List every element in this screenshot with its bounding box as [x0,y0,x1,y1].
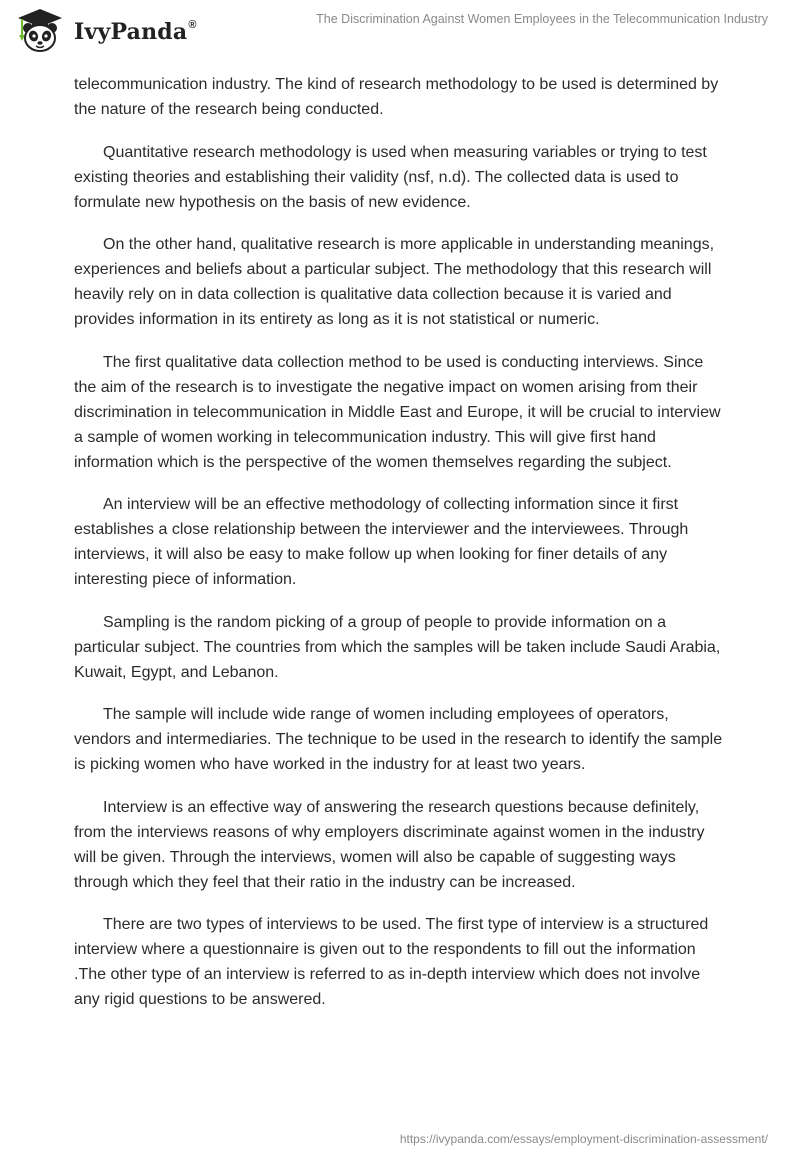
essay-body [74,72,726,1030]
paragraph: An interview will be an effective methodology of collecting information since it first establishes a close relationship between the interviewer and the interviewees. Through interviews, it will also be easy to make follow up when looking for finer details of any interesting piece of information. [74,496,689,588]
paragraph: On the other hand, qualitative research is more applicable in understanding meanings, experiences and beliefs about a particular subject. The methodology that this research will heavily rely on in data collection is qualitative data collection because it is varied and provides information in its entirety as long as it is not statistical or numeric. [74,236,715,328]
paragraph: The sample will include wide range of women including employees of operators, vendors and intermediaries. The technique to be used in the research to identify the sample is picking women who have worked in the industry for at least two years. [74,706,723,773]
paragraph: Sampling is the random picking of a group of people to provide information on a particular subject. The countries from which the samples will be taken include Saudi Arabia, Kuwait, Egypt, and Lebanon. [74,613,721,681]
document-title: The Discrimination Against Women Employees in the Telecommunication Industry [316,12,768,26]
ivypanda-logo[interactable] [14,8,197,54]
paragraph: The first qualitative data collection method to be used is conducting interviews. Since the aim of the research is to investigate the negative impact on women arising from their discrimination in telecommunication in Middle East and Europe, it will be crucial to interview a sample of women working in telecommunication industry. This will give first hand information which is the perspective of the women themselves regarding the subject. [74,353,721,471]
paragraph: telecommunication industry. The kind of research methodology to be used is determined by the nature of the research being conducted. [74,76,719,118]
source-url-link[interactable]: https://ivypanda.com/essays/employment-discrimination-assessment/ [399,1132,768,1146]
panda-graduate-icon [14,8,66,54]
page-header [0,0,800,62]
brand-name: IvyPanda® [74,18,197,45]
paragraph: There are two types of interviews to be used. The first type of interview is a structured interview where a questionnaire is given out to the respondents to fill out the information .The other type of an interview is referred to as in-depth interview which does not involve any rigid questions to be answered. [74,916,709,1008]
registered-mark: ® [188,18,197,31]
paragraph: Interview is an effective way of answering the research questions because definitely, from the interviews reasons of why employers discriminate against women in the industry will be given. Through the interviews, women will also be capable of suggesting ways through which they feel that their ratio in the industry can be increased. [74,798,705,891]
paragraph: Quantitative research methodology is used when measuring variables or trying to test existing theories and establishing their validity (nsf, n.d). The collected data is used to formulate new hypothesis on the basis of new evidence. [74,143,707,211]
